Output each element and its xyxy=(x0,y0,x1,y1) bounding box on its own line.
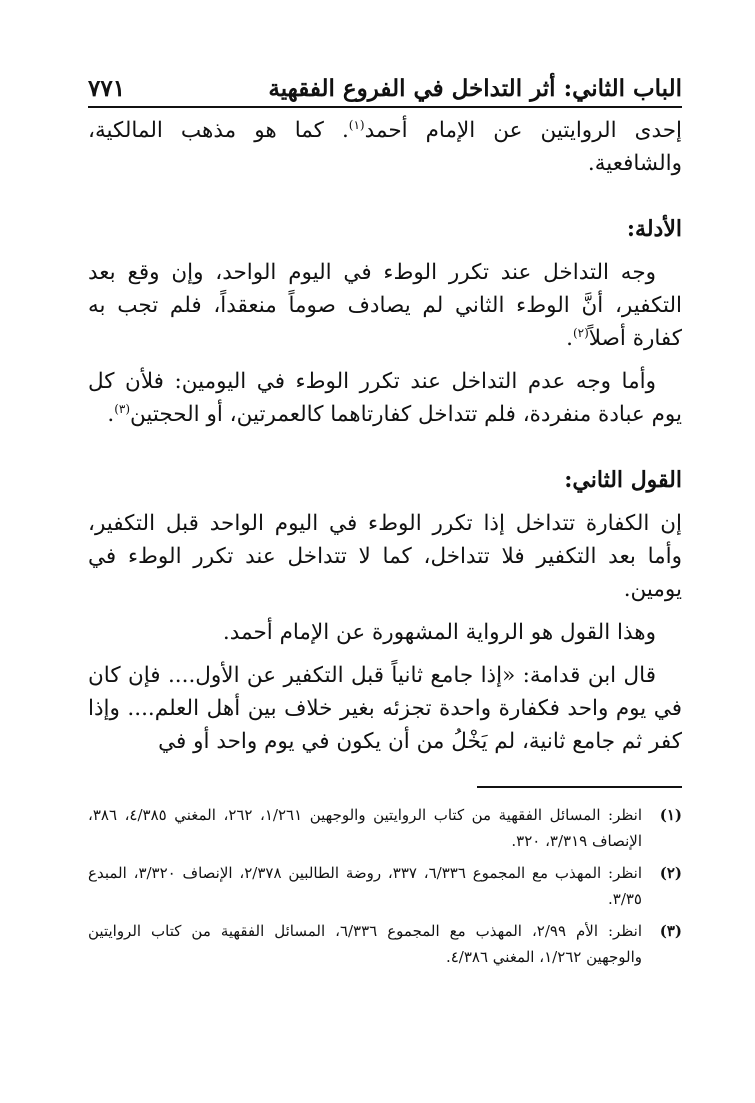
paragraph-1 xyxy=(88,114,682,180)
footnote-3 xyxy=(88,918,682,970)
footnote-1 xyxy=(88,802,682,854)
footnote-text: انظر: الأم ٢/٩٩، المهذب مع المجموع ٦/٣٣٦، المسائل الفقهية من كتاب الروايتين والوجهين ١/٢٦٢، المغني ٤/٣٨٦. xyxy=(88,922,642,966)
chapter-title: الباب الثاني: أثر التداخل في الفروع الفقهية xyxy=(268,75,682,102)
footnote-2 xyxy=(88,860,682,912)
paragraph-2 xyxy=(88,256,682,355)
section-heading-second-opinion: القول الثاني: xyxy=(564,467,682,493)
paragraph-1-text: إحدى الروايتين عن الإمام أحمد xyxy=(364,118,682,143)
footnote-text: انظر: المهذب مع المجموع ٦/٣٣٦، ٣٣٧، روضة الطالبين ٢/٣٧٨، الإنصاف ٣/٣٢٠، المبدع ٣/٣٥. xyxy=(88,864,642,908)
footnote-ref-1: (١) xyxy=(348,117,365,132)
book-page xyxy=(88,66,682,976)
page-number: ٧٧١ xyxy=(88,75,126,102)
paragraph-3-text: وأما وجه عدم التداخل عند تكرر الوطء في اليومين: فلأن كل يوم عبادة منفردة، فلم تتداخل كفارتاهما كالعمرتين، أو الحجتين xyxy=(88,369,682,427)
footnote-divider xyxy=(477,786,682,788)
paragraph-6: قال ابن قدامة: «إذا جامع ثانياً قبل التكفير عن الأول.... فإن كان في يوم واحد فكفارة واحدة تجزئه بغير خلاف بين أهل العلم.... وإذا كفر ثم جامع ثانية، لم يَخْلُ من أن يكون في يوم واحد أو في xyxy=(88,663,682,754)
page-header xyxy=(88,66,682,108)
footnote-number: (١) xyxy=(659,806,682,824)
main-text xyxy=(88,114,682,758)
paragraph-4: إن الكفارة تتداخل إذا تكرر الوطء في اليوم الواحد قبل التكفير، وأما بعد التكفير فلا تتداخل، كما لا تتداخل عند تكرر الوطء في يومين. xyxy=(88,511,682,602)
paragraph-2-text: وجه التداخل عند تكرر الوطء في اليوم الواحد، وإن وقع بعد التكفير، أنَّ الوطء الثاني لم يصادف صوماً منعقداً، فلم تجب به كفارة أصلاً xyxy=(88,260,682,351)
footnote-number: (٢) xyxy=(659,864,682,882)
paragraph-2-end: . xyxy=(566,326,573,351)
paragraph-5: وهذا القول هو الرواية المشهورة عن الإمام أحمد. xyxy=(222,620,656,645)
footnote-number: (٣) xyxy=(659,922,682,940)
footnote-text: انظر: المسائل الفقهية من كتاب الروايتين والوجهين ١/٢٦١، ٢٦٢، المغني ٤/٣٨٥، ٣٨٦، الإنصاف ٣/٣١٩، ٣٢٠. xyxy=(88,806,643,850)
paragraph-3-end: . xyxy=(107,402,115,427)
footnote-ref-3: (٣) xyxy=(114,401,131,416)
section-heading-evidence: الأدلة: xyxy=(626,216,682,242)
footnote-ref-2: (٢) xyxy=(572,325,589,340)
footnotes xyxy=(88,802,682,970)
paragraph-1-end: . كما هو مذهب المالكية، والشافعية. xyxy=(88,118,682,176)
paragraph-3 xyxy=(88,365,682,431)
